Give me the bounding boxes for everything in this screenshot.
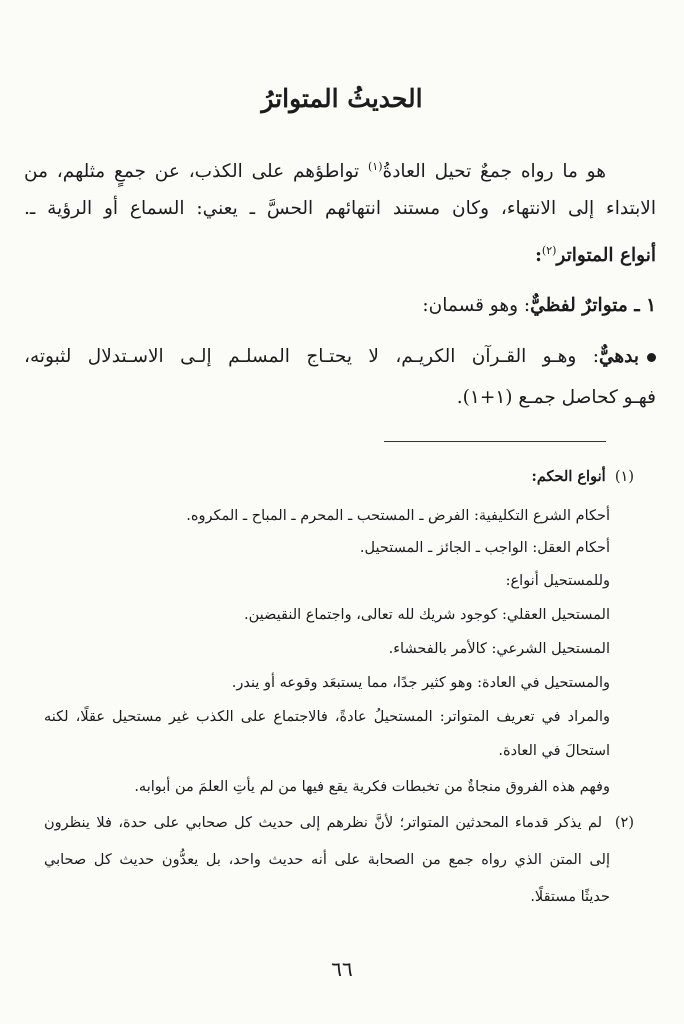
badihi-line-2: فهـو كحاصل جمـع (١+١). — [456, 387, 656, 408]
types-heading: أنواع المتواتر — [556, 245, 656, 267]
footnote-2-line-3: حديثًا مستقلًا. — [530, 889, 610, 905]
definition-text-b: تواطؤهم على الكذب، عن جمعٍ مثلهم، من — [24, 161, 368, 183]
bullet-icon — [647, 353, 656, 362]
footnote-line: وفهم هذه الفروق منجاةٌ من تخبطات فكرية يقع فيها من لم يأتِ العلمَ من أبوابه. — [134, 779, 610, 795]
footnote-line: المستحيل الشرعي: كالأمر بالفحشاء. — [388, 641, 610, 657]
type-1-title: ١ ـ متواترٌ لفظيٌّ — [530, 295, 656, 316]
badihi-title: بدهيٌّ — [598, 346, 639, 367]
types-heading-colon: : — [535, 245, 542, 267]
definition-line-2: الابتداء إلى الانتهاء، وكان مستند انتهائهم الحسَّ ـ يعني: السماع أو الرؤية ـ. — [24, 198, 656, 219]
badihi-text: : وهـو القـرآن الكريـم، لا يحتـاج المسلـم إلـى الاسـتدلال لثبوته، — [24, 346, 599, 367]
footnote-2-number: (٢) — [614, 815, 634, 831]
footnote-divider — [384, 441, 606, 442]
footnote-line: وللمستحيل أنواع: — [505, 573, 610, 589]
footnote-line: والمراد في تعريف المتواتر: المستحيلُ عادةً، فالاجتماع على الكذب غير مستحيل عقلًا، لكنه — [44, 709, 610, 725]
type-1-line — [24, 295, 656, 316]
footnote-1-header — [44, 468, 634, 485]
page-number: ٦٦ — [331, 957, 353, 981]
footnote-line: استحالَ في العادة. — [498, 743, 610, 759]
page-title: الحديثُ المتواترُ — [261, 84, 423, 113]
footnote-line: أحكام العقل: الواجب ـ الجائز ـ المستحيل. — [359, 540, 610, 556]
footnote-ref-1: (١) — [367, 160, 383, 173]
footnote-1-number: (١) — [614, 469, 634, 485]
definition-text-a: هو ما رواه جمعٌ تحيل العادةُ — [382, 161, 606, 183]
footnote-ref-2: (٢) — [541, 244, 557, 257]
footnote-line: المستحيل العقلي: كوجود شريك لله تعالى، واجتماع النقيضين. — [244, 607, 610, 623]
definition-line-1 — [24, 160, 606, 182]
footnote-line: أحكام الشرع التكليفية: الفرض ـ المستحب ـ المحرم ـ المباح ـ المكروه. — [186, 508, 610, 524]
footnote-line: والمستحيل في العادة: وهو كثير جدًا، مما يستبعَد وقوعه أو يندر. — [231, 675, 610, 691]
badihi-line-1 — [24, 346, 656, 367]
footnote-2-line-2: إلى المتن الذي رواه جمع من الصحابة على أنه حديث واحد، بل يعدُّون حديث كل صحابي — [44, 852, 610, 868]
type-1-desc: : وهو قسمان: — [422, 295, 531, 316]
footnote-2-text: لم يذكر قدماء المحدثين المتواتر؛ لأنَّ نظرهم إلى حديث كل صحابي على حدة، فلا ينظرون — [44, 815, 603, 831]
footnote-1-title: أنواع الحكم: — [531, 468, 606, 485]
footnote-2-line-1 — [44, 815, 634, 831]
types-heading-line — [24, 244, 656, 266]
